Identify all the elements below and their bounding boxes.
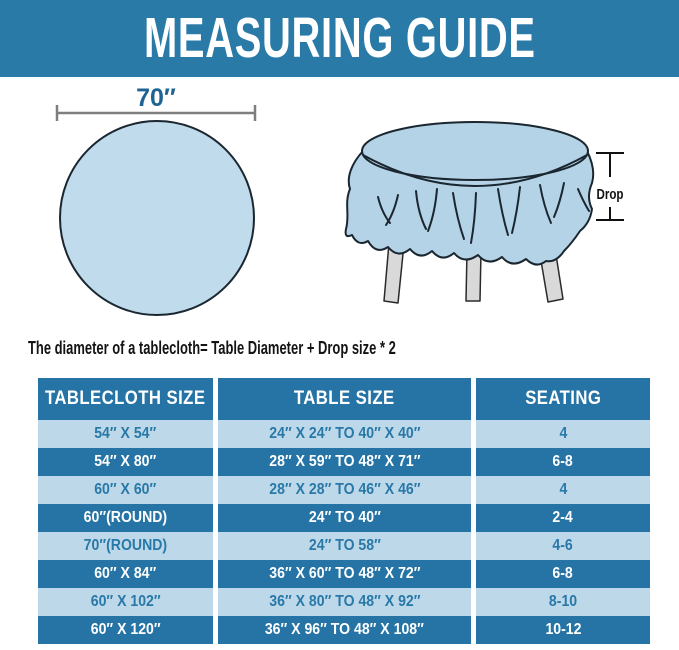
cell-tablecloth-size: 60″ X 60″: [38, 476, 213, 504]
drop-label: Drop: [596, 186, 624, 203]
round-tablecloth-shape: [60, 121, 254, 315]
cell-seating: 4: [476, 476, 650, 504]
cell-table-size: 24″ X 24″ TO 40″ X 40″: [218, 420, 471, 448]
cell-tablecloth-size: 54″ X 54″: [38, 420, 213, 448]
cell-seating: 6-8: [476, 560, 650, 588]
cell-tablecloth-size: 60″ X 120″: [38, 616, 213, 644]
cell-seating: 8-10: [476, 588, 650, 616]
cell-tablecloth-size: 70″(ROUND): [38, 532, 213, 560]
header-banner: [0, 0, 679, 77]
cell-seating: 2-4: [476, 504, 650, 532]
cell-table-size: 36″ X 60″ TO 48″ X 72″: [218, 560, 471, 588]
cell-seating: 6-8: [476, 448, 650, 476]
formula-text: The diameter of a tablecloth= Table Diameter + Drop size * 2: [28, 338, 396, 358]
cell-tablecloth-size: 60″ X 102″: [38, 588, 213, 616]
cell-table-size: 36″ X 80″ TO 48″ X 92″: [218, 588, 471, 616]
diameter-diagram: [15, 80, 305, 328]
tablecloth-drop-diagram: [340, 85, 679, 330]
size-chart-table: [38, 378, 650, 644]
cell-table-size: 24″ TO 58″: [218, 532, 471, 560]
column-header-table-size: TABLE SIZE: [218, 378, 471, 420]
cell-seating: 4-6: [476, 532, 650, 560]
diameter-label: 70″: [136, 84, 176, 112]
cell-table-size: 36″ X 96″ TO 48″ X 108″: [218, 616, 471, 644]
cell-tablecloth-size: 60″(ROUND): [38, 504, 213, 532]
cell-table-size: 28″ X 59″ TO 48″ X 71″: [218, 448, 471, 476]
page-title: MEASURING GUIDE: [143, 6, 536, 70]
cell-seating: 10-12: [476, 616, 650, 644]
cell-table-size: 28″ X 28″ TO 46″ X 46″: [218, 476, 471, 504]
cell-seating: 4: [476, 420, 650, 448]
column-header-tablecloth-size: TABLECLOTH SIZE: [38, 378, 213, 420]
column-header-seating: SEATING: [476, 378, 650, 420]
cell-tablecloth-size: 54″ X 80″: [38, 448, 213, 476]
cell-table-size: 24″ TO 40″: [218, 504, 471, 532]
cell-tablecloth-size: 60″ X 84″: [38, 560, 213, 588]
